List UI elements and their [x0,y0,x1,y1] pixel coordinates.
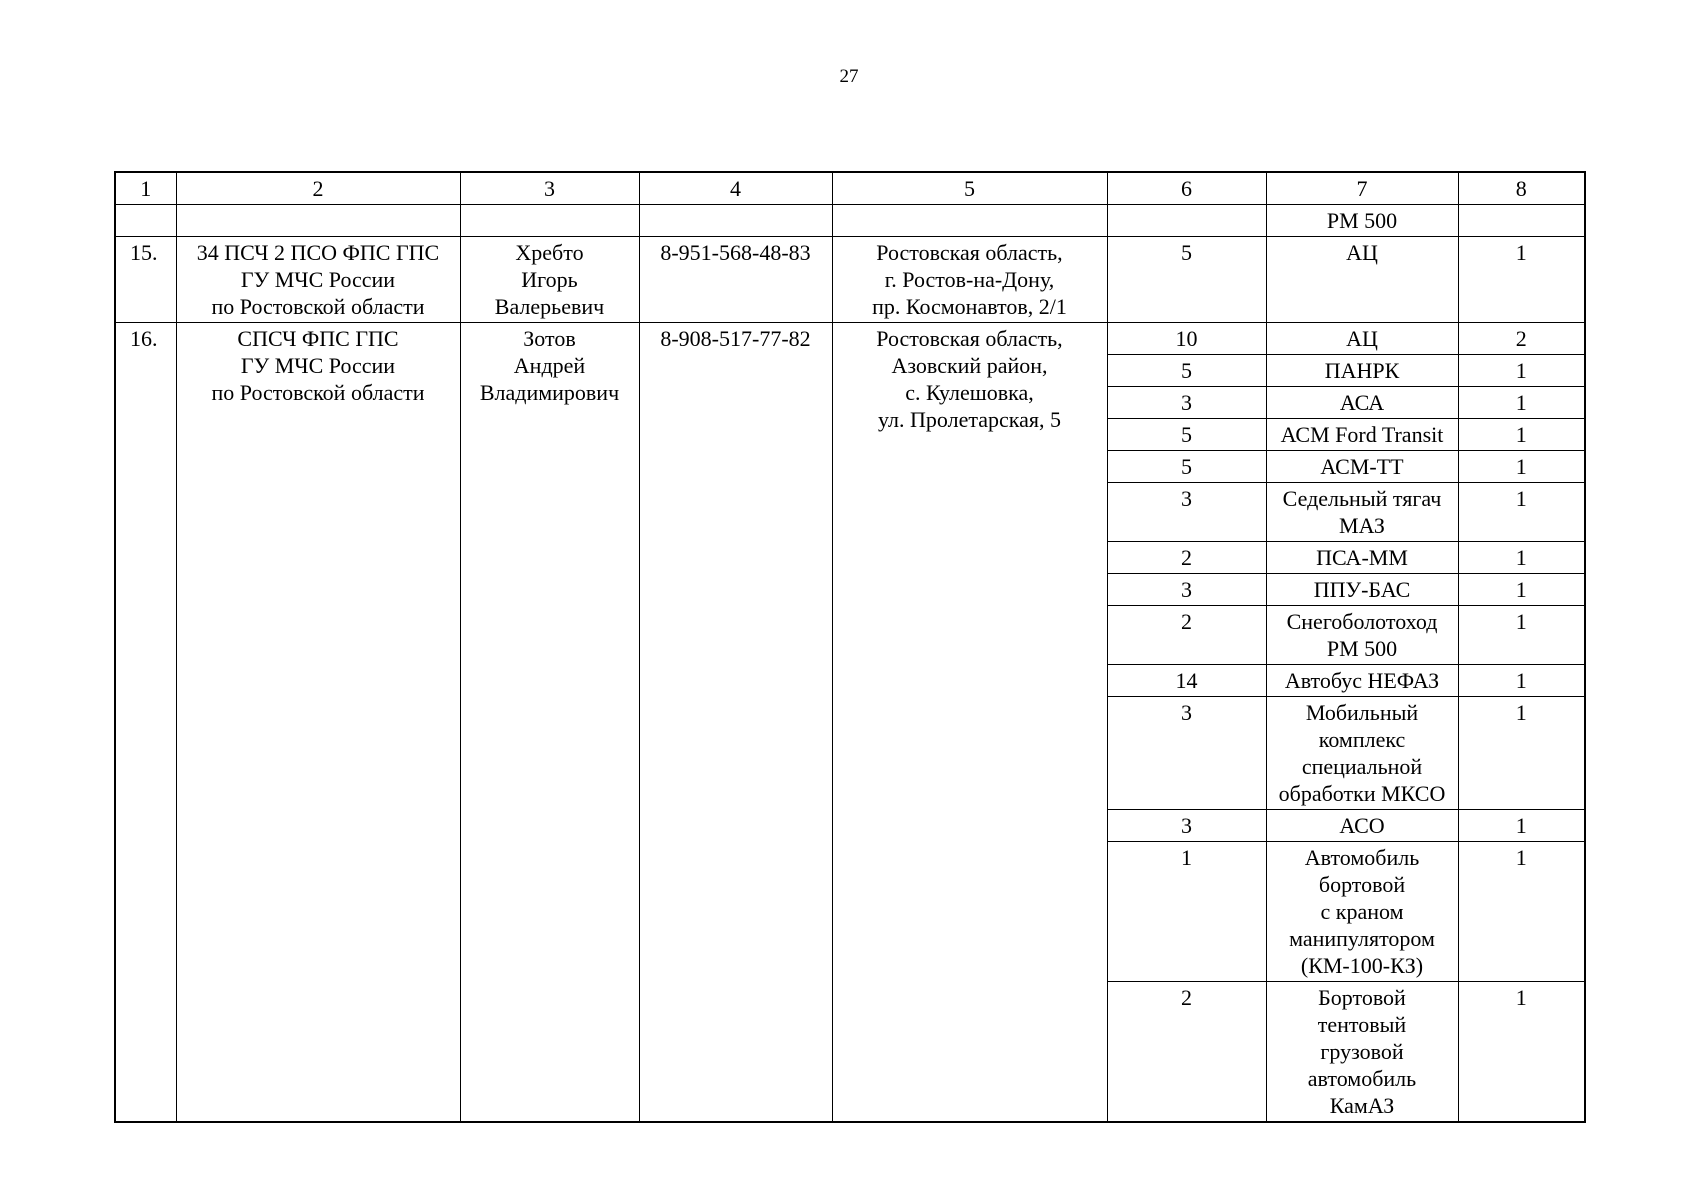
vehicle-count: 1 [1458,982,1585,1123]
table-cell [639,205,832,237]
unit-name: СПСЧ ФПС ГПС ГУ МЧС России по Ростовской области [176,323,460,1123]
vehicle-count: 1 [1458,842,1585,982]
vehicle-count: 1 [1458,810,1585,842]
table-row-15 [115,237,1585,323]
continuation-row [115,205,1585,237]
header-cell: 5 [832,172,1107,205]
vehicle-type: Мобильный комплекс специальной обработки МКСО [1266,697,1458,810]
head-name: Зотов Андрей Владимирович [460,323,639,1123]
phone-number: 8-908-517-77-82 [639,323,832,1123]
vehicle-count: 1 [1458,697,1585,810]
table-cell: РМ 500 [1266,205,1458,237]
vehicle-count: 1 [1458,451,1585,483]
vehicle-type: ПСА-ММ [1266,542,1458,574]
header-cell: 7 [1266,172,1458,205]
table-cell [1458,205,1585,237]
vehicle-count: 1 [1458,665,1585,697]
header-cell: 3 [460,172,639,205]
vehicle-type: Бортовой тентовый грузовой автомобиль КамАЗ [1266,982,1458,1123]
vehicle-count: 1 [1458,606,1585,665]
unit-name: 34 ПСЧ 2 ПСО ФПС ГПС ГУ МЧС России по Ростовской области [176,237,460,323]
staff-count: 5 [1107,451,1266,483]
staff-count: 5 [1107,355,1266,387]
header-cell: 4 [639,172,832,205]
vehicle-count: 1 [1458,483,1585,542]
staff-count: 2 [1107,982,1266,1123]
table-cell [1107,205,1266,237]
vehicle-count: 2 [1458,323,1585,355]
header-cell: 8 [1458,172,1585,205]
vehicle-count: 1 [1458,237,1585,323]
phone-number: 8-951-568-48-83 [639,237,832,323]
vehicle-type: АЦ [1266,237,1458,323]
staff-count: 5 [1107,237,1266,323]
vehicle-type: Автобус НЕФАЗ [1266,665,1458,697]
equipment-table [114,171,1586,1123]
staff-count: 3 [1107,483,1266,542]
staff-count: 3 [1107,387,1266,419]
table-row-16 [115,323,1585,355]
address: Ростовская область, г. Ростов-на-Дону, пр. Космонавтов, 2/1 [832,237,1107,323]
staff-count: 14 [1107,665,1266,697]
address: Ростовская область, Азовский район, с. Кулешовка, ул. Пролетарская, 5 [832,323,1107,1123]
vehicle-type: АЦ [1266,323,1458,355]
vehicle-type: Автомобиль бортовой с краном манипулятором (КМ-100-КЗ) [1266,842,1458,982]
staff-count: 10 [1107,323,1266,355]
staff-count: 3 [1107,697,1266,810]
staff-count: 2 [1107,606,1266,665]
staff-count: 5 [1107,419,1266,451]
vehicle-type: Снегоболотоход РМ 500 [1266,606,1458,665]
page-number: 27 [839,66,859,87]
table-cell [460,205,639,237]
vehicle-count: 1 [1458,419,1585,451]
head-name: Хребто Игорь Валерьевич [460,237,639,323]
vehicle-type: АСА [1266,387,1458,419]
vehicle-type: Седельный тягач МАЗ [1266,483,1458,542]
table-cell [176,205,460,237]
table-cell [832,205,1107,237]
vehicle-type: АСМ-ТТ [1266,451,1458,483]
vehicle-type: ПАНРК [1266,355,1458,387]
vehicle-count: 1 [1458,574,1585,606]
header-cell: 2 [176,172,460,205]
staff-count: 3 [1107,810,1266,842]
vehicle-type: АСО [1266,810,1458,842]
staff-count: 1 [1107,842,1266,982]
vehicle-count: 1 [1458,542,1585,574]
table-cell [115,205,176,237]
header-cell: 1 [115,172,176,205]
vehicle-type: ППУ-БАС [1266,574,1458,606]
header-row [115,172,1585,205]
vehicle-count: 1 [1458,387,1585,419]
row-number: 15. [115,237,176,323]
header-cell: 6 [1107,172,1266,205]
row-number: 16. [115,323,176,1123]
staff-count: 3 [1107,574,1266,606]
vehicle-type: АСМ Ford Transit [1266,419,1458,451]
vehicle-count: 1 [1458,355,1585,387]
staff-count: 2 [1107,542,1266,574]
